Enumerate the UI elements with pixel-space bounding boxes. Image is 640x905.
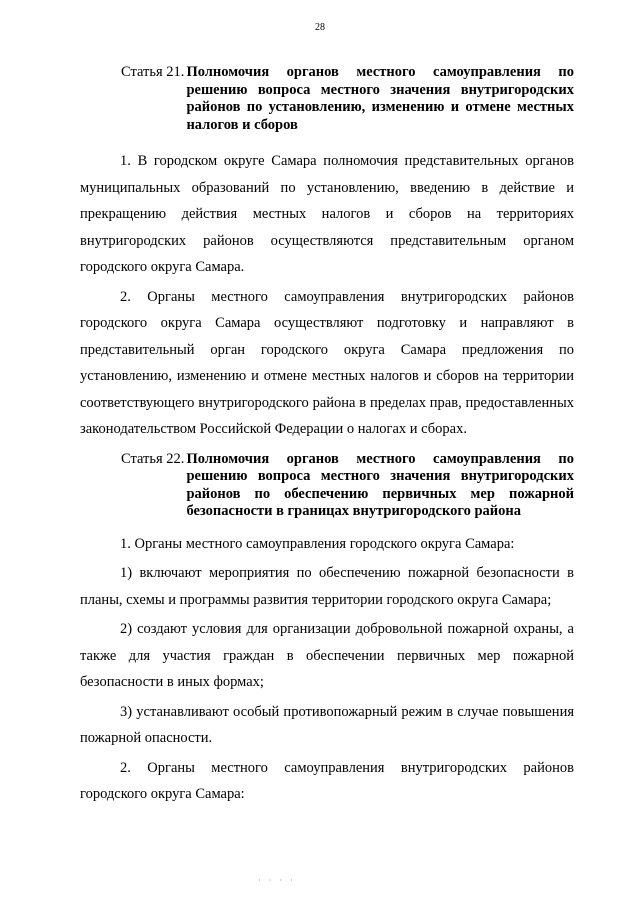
article-22-paragraph-2: 2. Органы местного самоуправления внутригородских районов городского округа Самара: (80, 759, 574, 802)
article-22-paragraph-1: 1. Органы местного самоуправления городского округа Самара: (120, 535, 515, 552)
article-21-label: Статья 21. (121, 64, 185, 80)
article-21-paragraph-1: 1. В городском округе Самара полномочия представительных органов муниципальных образований по установлению, введению в действие и прекращению действия местных налогов и сборов на территориях внутригородских районов осуществляются представительным органом городского округа Самара. (80, 153, 574, 275)
article-22-item-2: 2) создают условия для организации добровольной пожарной охраны, а также для участия граждан в обеспечении первичных мер пожарной безопасности в иных формах; (80, 621, 574, 690)
article-22-title: Полномочия органов местного самоуправления по решению вопроса местного значения внутригородских районов по обеспечению первичных мер пожарной безопасности в границах внутригородского района (186, 450, 574, 519)
article-21-heading (80, 64, 574, 134)
article-22-label: Статья 22. (121, 450, 185, 467)
article-22-heading (80, 451, 574, 521)
article-21-title: Полномочия органов местного самоуправления по решению вопроса местного значения внутригородских районов по установлению, изменению и отмене местных налогов и сборов (186, 64, 574, 133)
page-number: 28 (315, 22, 325, 33)
document-body (80, 60, 574, 808)
scan-artifact: · · · · (258, 876, 296, 885)
article-22-item-3: 3) устанавливают особый противопожарный режим в случае повышения пожарной опасности. (80, 703, 574, 746)
article-22-item-1: 1) включают мероприятия по обеспечению пожарной безопасности в планы, схемы и программы развития территории городского округа Самара; (80, 565, 574, 608)
article-21-paragraph-2: 2. Органы местного самоуправления внутригородских районов городского округа Самара осуществляют подготовку и направляют в представительный орган городского округа Самара предложения по установлению, изменению и отмене местных налогов и сборов на территории соответствующего внутригородского района в пределах прав, предоставленных законодательством Российской Федерации о налогах и сборах. (80, 288, 574, 437)
